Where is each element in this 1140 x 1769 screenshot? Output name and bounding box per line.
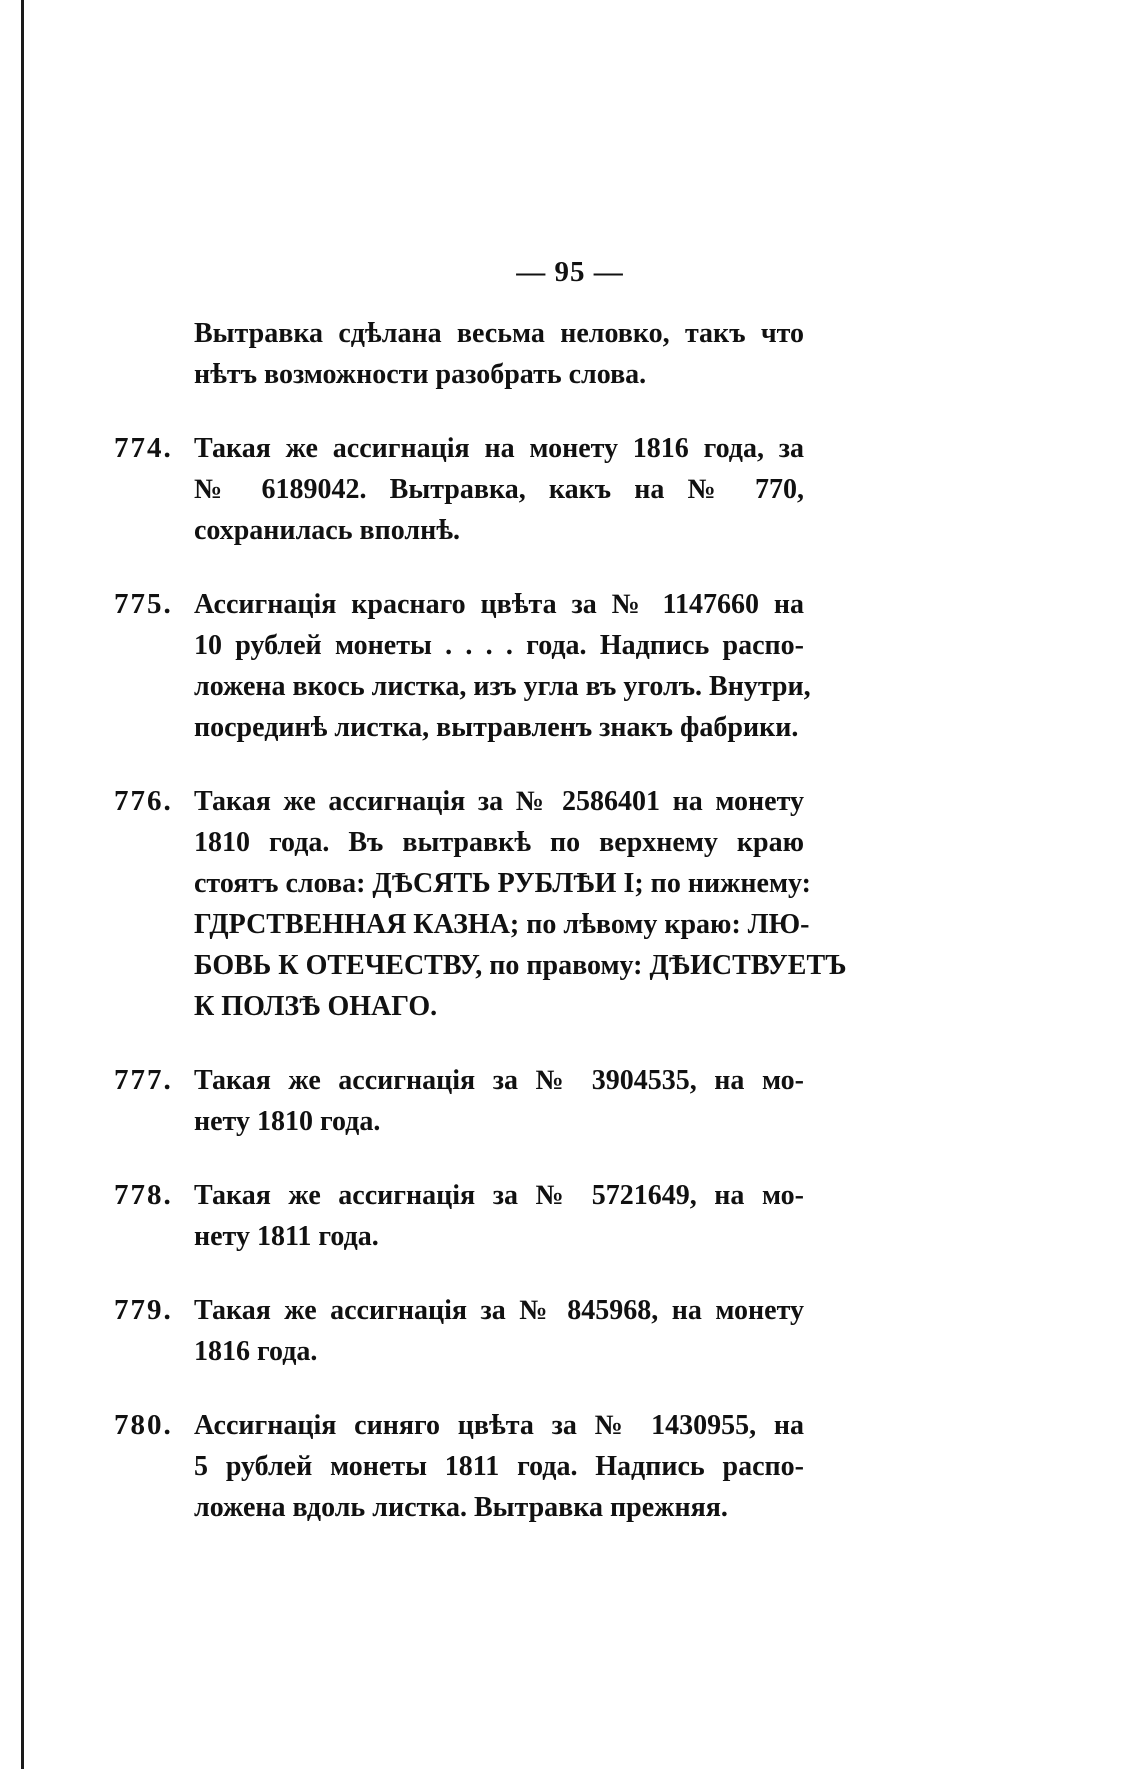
catalog-entry-775	[114, 584, 811, 748]
intro-paragraph	[114, 313, 804, 395]
text-line: посрединѣ листка, вытравленъ знакъ фабрики.	[194, 712, 799, 743]
text-line: нѣтъ возможности разобрать слова.	[194, 359, 647, 390]
text-line: нету 1810 года.	[194, 1106, 381, 1137]
text-line: 5 рублей монеты 1811 года. Надпись распо-	[194, 1451, 804, 1482]
text-line: Ассигнація краснаго цвѣта за № 1147660 на	[194, 589, 804, 620]
entry-number: 774.	[114, 432, 173, 464]
text-line: 10 рублей монеты . . . . года. Надпись распо-	[194, 630, 804, 661]
text-line: сохранилась вполнѣ.	[194, 515, 461, 546]
entry-number: 780.	[114, 1409, 173, 1441]
text-line: Такая же ассигнація за № 2586401 на монету	[194, 786, 804, 817]
text-line: Такая же ассигнація на монету 1816 года, за	[194, 433, 804, 464]
text-line: Такая же ассигнація за № 3904535, на мо-	[194, 1065, 804, 1096]
text-line: Такая же ассигнація за № 845968, на монету	[194, 1295, 804, 1326]
entry-number: 776.	[114, 785, 173, 817]
text-line: БОВЬ К ОТЕЧЕСТВУ, по правому: ДѢИСТВУЕТЪ	[194, 950, 847, 981]
catalog-entry-780	[114, 1405, 804, 1528]
catalog-entry-776	[114, 781, 847, 1027]
entry-number: 778.	[114, 1179, 173, 1211]
text-line: К ПОЛЗѢ ОНАГО.	[194, 991, 438, 1022]
entry-number: 779.	[114, 1294, 173, 1326]
text-line: № 6189042. Вытравка, какъ на № 770,	[194, 474, 804, 505]
text-line: ложена вкось листка, изъ угла въ уголъ. Внутри,	[194, 671, 811, 702]
page-number: — 95 —	[516, 256, 624, 288]
text-line: ложена вдоль листка. Вытравка прежняя.	[194, 1492, 728, 1523]
entry-number: 775.	[114, 588, 173, 620]
catalog-entry-774	[114, 428, 804, 551]
text-line: нету 1811 года.	[194, 1221, 379, 1252]
catalog-entry-777	[114, 1060, 804, 1142]
text-line: Вытравка сдѣлана весьма неловко, такъ что	[194, 318, 804, 349]
text-line: стоятъ слова: ДѢСЯТЬ РУБЛѢИ I; по нижнему:	[194, 868, 811, 899]
text-line: Такая же ассигнація за № 5721649, на мо-	[194, 1180, 804, 1211]
text-line: 1816 года.	[194, 1336, 318, 1367]
text-line: ГДРСТВЕННАЯ КАЗНА; по лѣвому краю: ЛЮ-	[194, 909, 810, 940]
catalog-entry-779	[114, 1290, 804, 1372]
entry-number: 777.	[114, 1064, 173, 1096]
page-body	[114, 313, 847, 1561]
catalog-entry-778	[114, 1175, 804, 1257]
text-line: 1810 года. Въ вытравкѣ по верхнему краю	[194, 827, 804, 858]
text-line: Ассигнація синяго цвѣта за № 1430955, на	[194, 1410, 804, 1441]
